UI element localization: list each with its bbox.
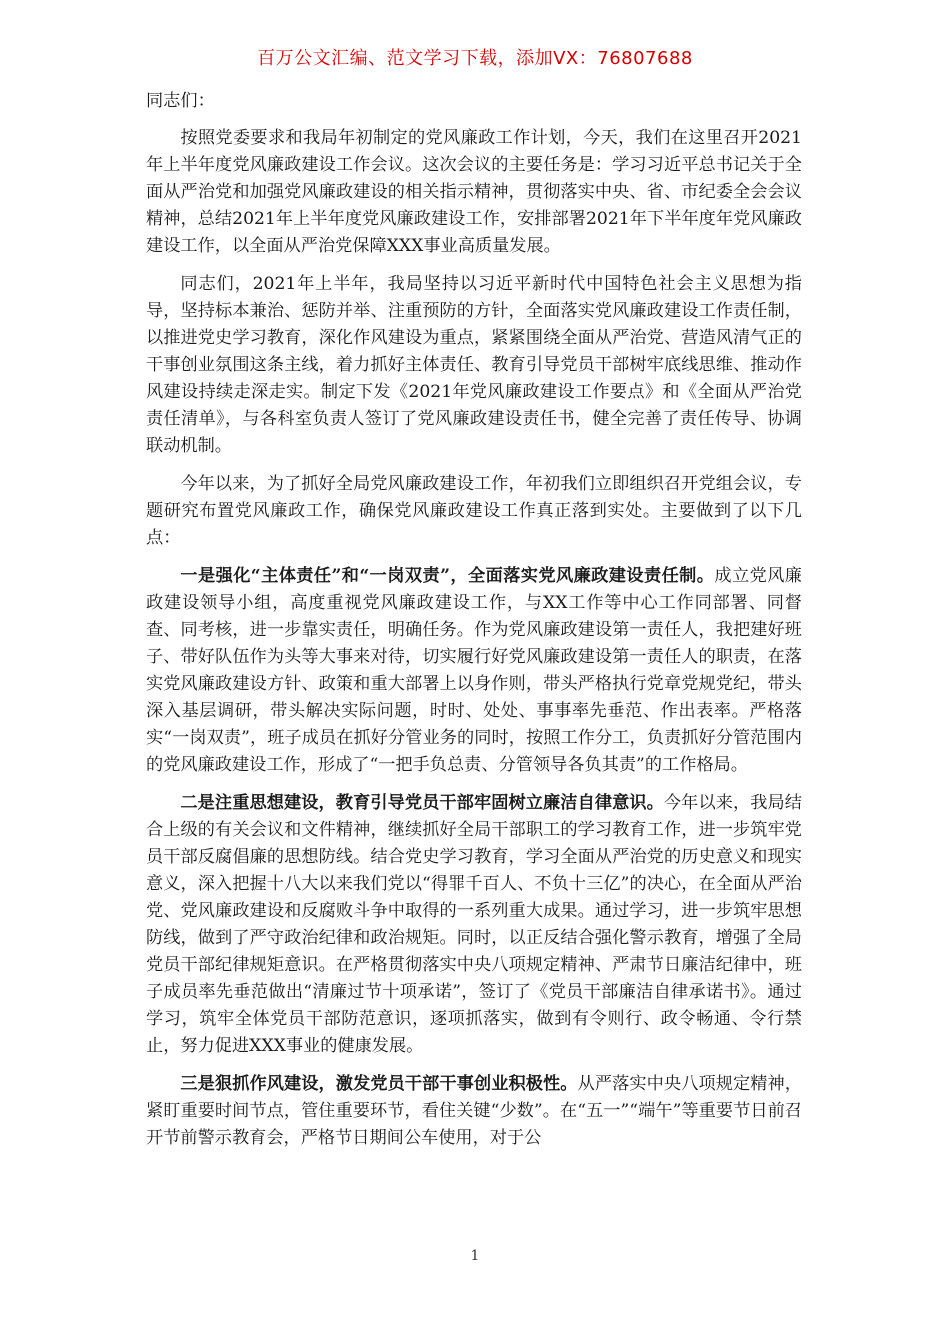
paragraph-overview xyxy=(146,471,802,552)
paragraph-point-two xyxy=(146,790,802,1060)
document-body xyxy=(146,88,802,1163)
watermark-banner: 百万公文汇编、范文学习下载，添加VX：76807688 xyxy=(257,48,693,69)
paragraph-lead: 一是强化“主体责任”和“一岗双责”，全面落实党风廉政建设责任制。 xyxy=(180,566,715,586)
paragraph-intro xyxy=(146,125,802,260)
paragraph-summary xyxy=(146,271,802,460)
paragraph-text: 按照党委要求和我局年初制定的党风廉政工作计划，今天，我们在这里召开2021年上半年度党风廉政建设工作会议。这次会议的主要任务是：学习习近平总书记关于全面从严治党和加强党风廉政建设的相关指示精神，贯彻落实中央、省、市纪委全会会议精神，总结2021年上半年度党风廉政建设工作，安排部署2021年下半年度年党风廉政建设工作，以全面从严治党保障XXX事业高质量发展。 xyxy=(146,128,802,256)
salutation: 同志们： xyxy=(146,91,215,111)
paragraph-text: 成立党风廉政建设领导小组，高度重视党风廉政建设工作，与XX工作等中心工作同部署、同督查、同考核，进一步靠实责任，明确任务。作为党风廉政建设第一责任人，我把建好班子、带好队伍作为头等大事来对待，切实履行好党风廉政建设第一责任人的职责，在落实党风廉政建设方针、政策和重大部署上以身作则，带头严格执行党章党规党纪，带头深入基层调研，带头解决实际问题，时时、处处、事事率先垂范、作出表率。严格落实“一岗双责”，班子成员在抓好分管业务的同时，按照工作分工，负责抓好分管范围内的党风廉政建设工作，形成了“一把手负总责、分管领导各负其责”的工作格局。 xyxy=(146,566,802,775)
paragraph-text: 同志们，2021年上半年，我局坚持以习近平新时代中国特色社会主义思想为指导，坚持标本兼治、惩防并举、注重预防的方针，全面落实党风廉政建设工作责任制，以推进党史学习教育，深化作风建设为重点，紧紧围绕全面从严治党、营造风清气正的干事创业氛围这条主线，着力抓好主体责任、教育引导党员干部树牢底线思维、推动作风建设持续走深走实。制定下发《2021年党风廉政建设工作要点》和《全面从严治党责任清单》，与各科室负责人签订了党风廉政建设责任书，健全完善了责任传导、协调联动机制。 xyxy=(146,274,802,456)
paragraph-text: 从严落实中央八项规定精神，紧盯重要时间节点，管住重要环节，看住关键“少数”。在“五一”“端午”等重要节日前召开节前警示教育会，严格节日期间公车使用，对于公 xyxy=(146,1074,802,1148)
paragraph-point-three xyxy=(146,1071,802,1152)
paragraph-lead: 二是注重思想建设，教育引导党员干部牢固树立廉洁自律意识。 xyxy=(180,793,664,813)
paragraph-lead: 三是狠抓作风建设，激发党员干部干事创业积极性。 xyxy=(180,1074,578,1094)
paragraph-text: 今年以来，为了抓好全局党风廉政建设工作，年初我们立即组织召开党组会议，专题研究布置党风廉政工作，确保党风廉政建设工作真正落到实处。主要做到了以下几点： xyxy=(146,474,802,548)
paragraph-point-one xyxy=(146,563,802,779)
paragraph-text: 今年以来，我局结合上级的有关会议和文件精神，继续抓好全局干部职工的学习教育工作，进一步筑牢党员干部反腐倡廉的思想防线。结合党史学习教育，学习全面从严治党的历史意义和现实意义，深入把握十八大以来我们党以“得罪千百人、不负十三亿”的决心，在全面从严治党、党风廉政建设和反腐败斗争中取得的一系列重大成果。通过学习，进一步筑牢思想防线，做到了严守政治纪律和政治规矩。同时，以正反结合强化警示教育，增强了全局党员干部纪律规矩意识。在严格贯彻落实中央八项规定精神、严肃节日廉洁纪律中，班子成员率先垂范做出“清廉过节十项承诺”，签订了《党员干部廉洁自律承诺书》。通过学习，筑牢全体党员干部防范意识，逐项抓落实，做到有令则行、政令畅通、令行禁止，努力促进XXX事业的健康发展。 xyxy=(146,793,802,1056)
page-number: 1 xyxy=(470,1248,480,1264)
